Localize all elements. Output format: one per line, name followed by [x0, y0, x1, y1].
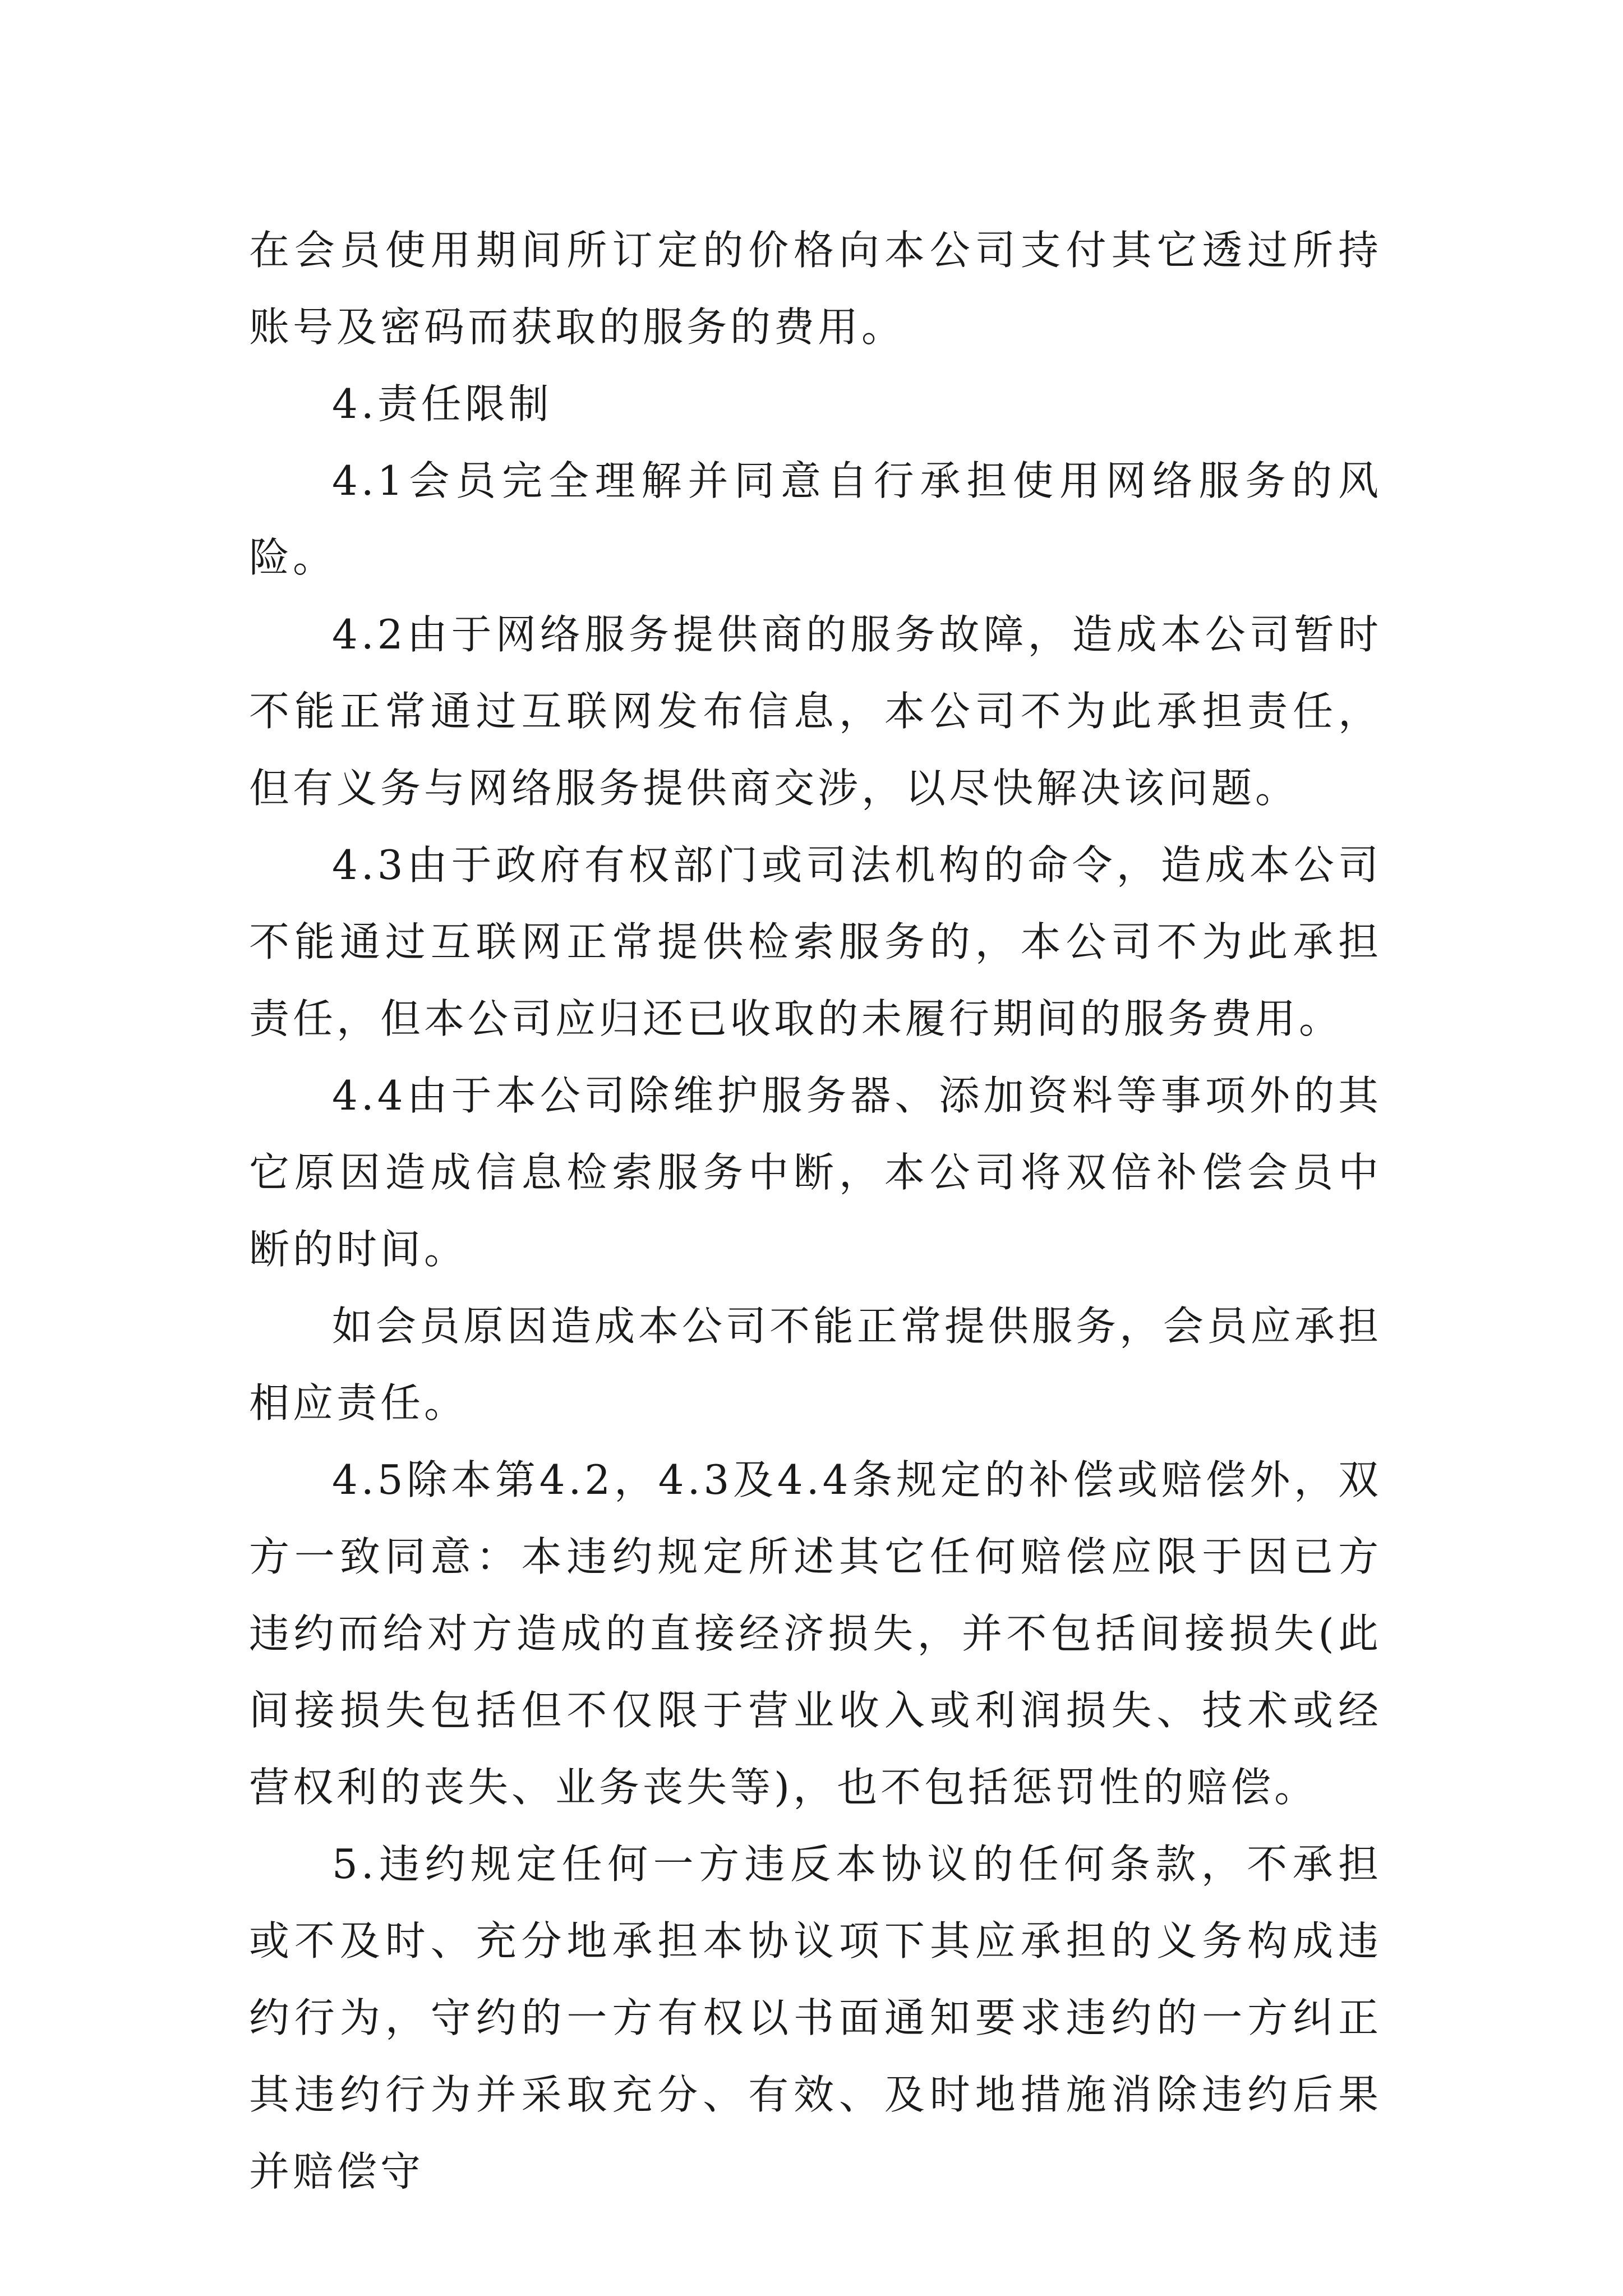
section-heading-liability-limit: 4.责任限制	[332, 380, 552, 427]
paragraph-fee-continuation: 在会员使用期间所订定的价格向本公司支付其它透过所持账号及密码而获取的服务的费用。	[249, 227, 1382, 351]
clause-5-breach: 5.违约规定任何一方违反本协议的任何条款，不承担或不及时、充分地承担本协议项下其应承担的义务构成违约行为，守约的一方有权以书面通知要求违约的一方纠正其违约行为并采取充分、有效、及时地措施消除违约后果并赔偿守	[249, 1841, 1382, 2195]
clause-4-2: 4.2由于网络服务提供商的服务故障，造成本公司暂时不能正常通过互联网发布信息，本公司不为此承担责任，但有义务与网络服务提供商交涉，以尽快解决该问题。	[249, 611, 1382, 812]
clause-4-3: 4.3由于政府有权部门或司法机构的命令，造成本公司不能通过互联网正常提供检索服务的，本公司不为此承担责任，但本公司应归还已收取的未履行期间的服务费用。	[249, 841, 1382, 1042]
clause-4-1: 4.1会员完全理解并同意自行承担使用网络服务的风险。	[249, 457, 1382, 581]
clause-4-5: 4.5除本第4.2，4.3及4.4条规定的补偿或赔偿外，双方一致同意：本违约规定所述其它任何赔偿应限于因已方违约而给对方造成的直接经济损失，并不包括间接损失(此间接损失包括但不仅限于营业收入或利润损失、技术或经营权利的丧失、业务丧失等)，也不包括惩罚性的赔偿。	[249, 1456, 1382, 1811]
clause-4-4: 4.4由于本公司除维护服务器、添加资料等事项外的其它原因造成信息检索服务中断，本公司将双倍补偿会员中断的时间。	[249, 1072, 1382, 1273]
paragraph-member-responsibility: 如会员原因造成本公司不能正常提供服务，会员应承担相应责任。	[249, 1303, 1382, 1427]
document-body	[249, 212, 1382, 2210]
